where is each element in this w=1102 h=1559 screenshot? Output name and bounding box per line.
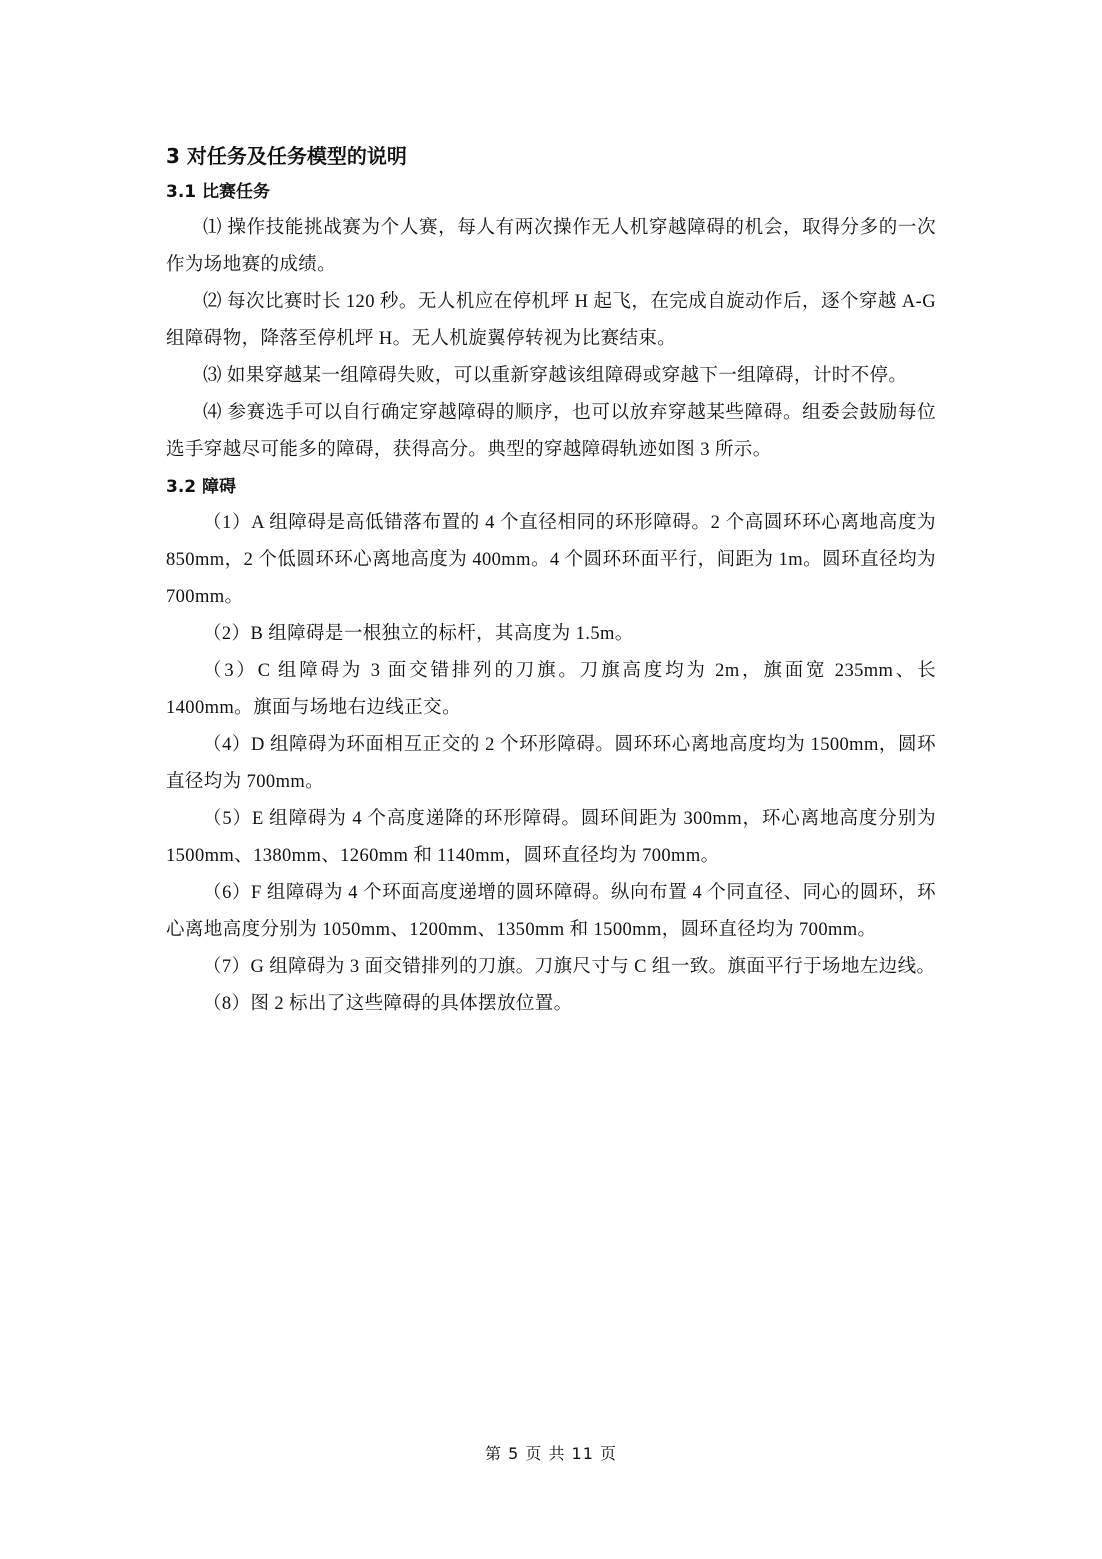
paragraph: （5）E 组障碍为 4 个高度递降的环形障碍。圆环间距为 300mm，环心离地高度分别为 1500mm、1380mm、1260mm 和 1140mm，圆环直径均为 700mm。 xyxy=(166,809,936,866)
paragraph: ⑷ 参赛选手可以自行确定穿越障碍的顺序，也可以放弃穿越某些障碍。组委会鼓励每位选手穿越尽可能多的障碍，获得高分。典型的穿越障碍轨迹如图 3 所示。 xyxy=(166,403,936,460)
paragraph: （6）F 组障碍为 4 个环面高度递增的圆环障碍。纵向布置 4 个同直径、同心的圆环，环心离地高度分别为 1050mm、1200mm、1350mm 和 1500mm，圆环直径均为 700mm。 xyxy=(166,883,936,940)
paragraph: ⑵ 每次比赛时长 120 秒。无人机应在停机坪 H 起飞，在完成自旋动作后，逐个穿越 A-G 组障碍物，降落至停机坪 H。无人机旋翼停转视为比赛结束。 xyxy=(166,292,936,349)
paragraph: （2）B 组障碍是一根独立的标杆，其高度为 1.5m。 xyxy=(203,624,634,644)
subsection-heading-obstacles: 3.2 障碍 xyxy=(166,477,237,497)
subsection-heading-competition-task: 3.1 比赛任务 xyxy=(166,182,271,202)
paragraph: ⑴ 操作技能挑战赛为个人赛，每人有两次操作无人机穿越障碍的机会，取得分多的一次作为场地赛的成绩。 xyxy=(166,218,936,275)
paragraph: （4）D 组障碍为环面相互正交的 2 个环形障碍。圆环环心离地高度均为 1500mm，圆环直径均为 700mm。 xyxy=(166,735,936,792)
paragraph: （3）C 组障碍为 3 面交错排列的刀旗。刀旗高度均为 2m，旗面宽 235mm、长 1400mm。旗面与场地右边线正交。 xyxy=(166,661,936,718)
paragraph: （1）A 组障碍是高低错落布置的 4 个直径相同的环形障碍。2 个高圆环环心离地高度为 850mm，2 个低圆环环心离地高度为 400mm。4 个圆环环面平行，间距为 1m。圆环直径均为 700mm。 xyxy=(166,513,936,607)
section-heading: 3 对任务及任务模型的说明 xyxy=(166,144,407,168)
paragraph: （8）图 2 标出了这些障碍的具体摆放位置。 xyxy=(203,994,573,1014)
page-content xyxy=(166,138,936,1023)
page-number-footer: 第 5 页 共 11 页 xyxy=(485,1444,617,1463)
paragraph: ⑶ 如果穿越某一组障碍失败，可以重新穿越该组障碍或穿越下一组障碍，计时不停。 xyxy=(203,366,908,386)
paragraph: （7）G 组障碍为 3 面交错排列的刀旗。刀旗尺寸与 C 组一致。旗面平行于场地左边线。 xyxy=(203,957,936,977)
